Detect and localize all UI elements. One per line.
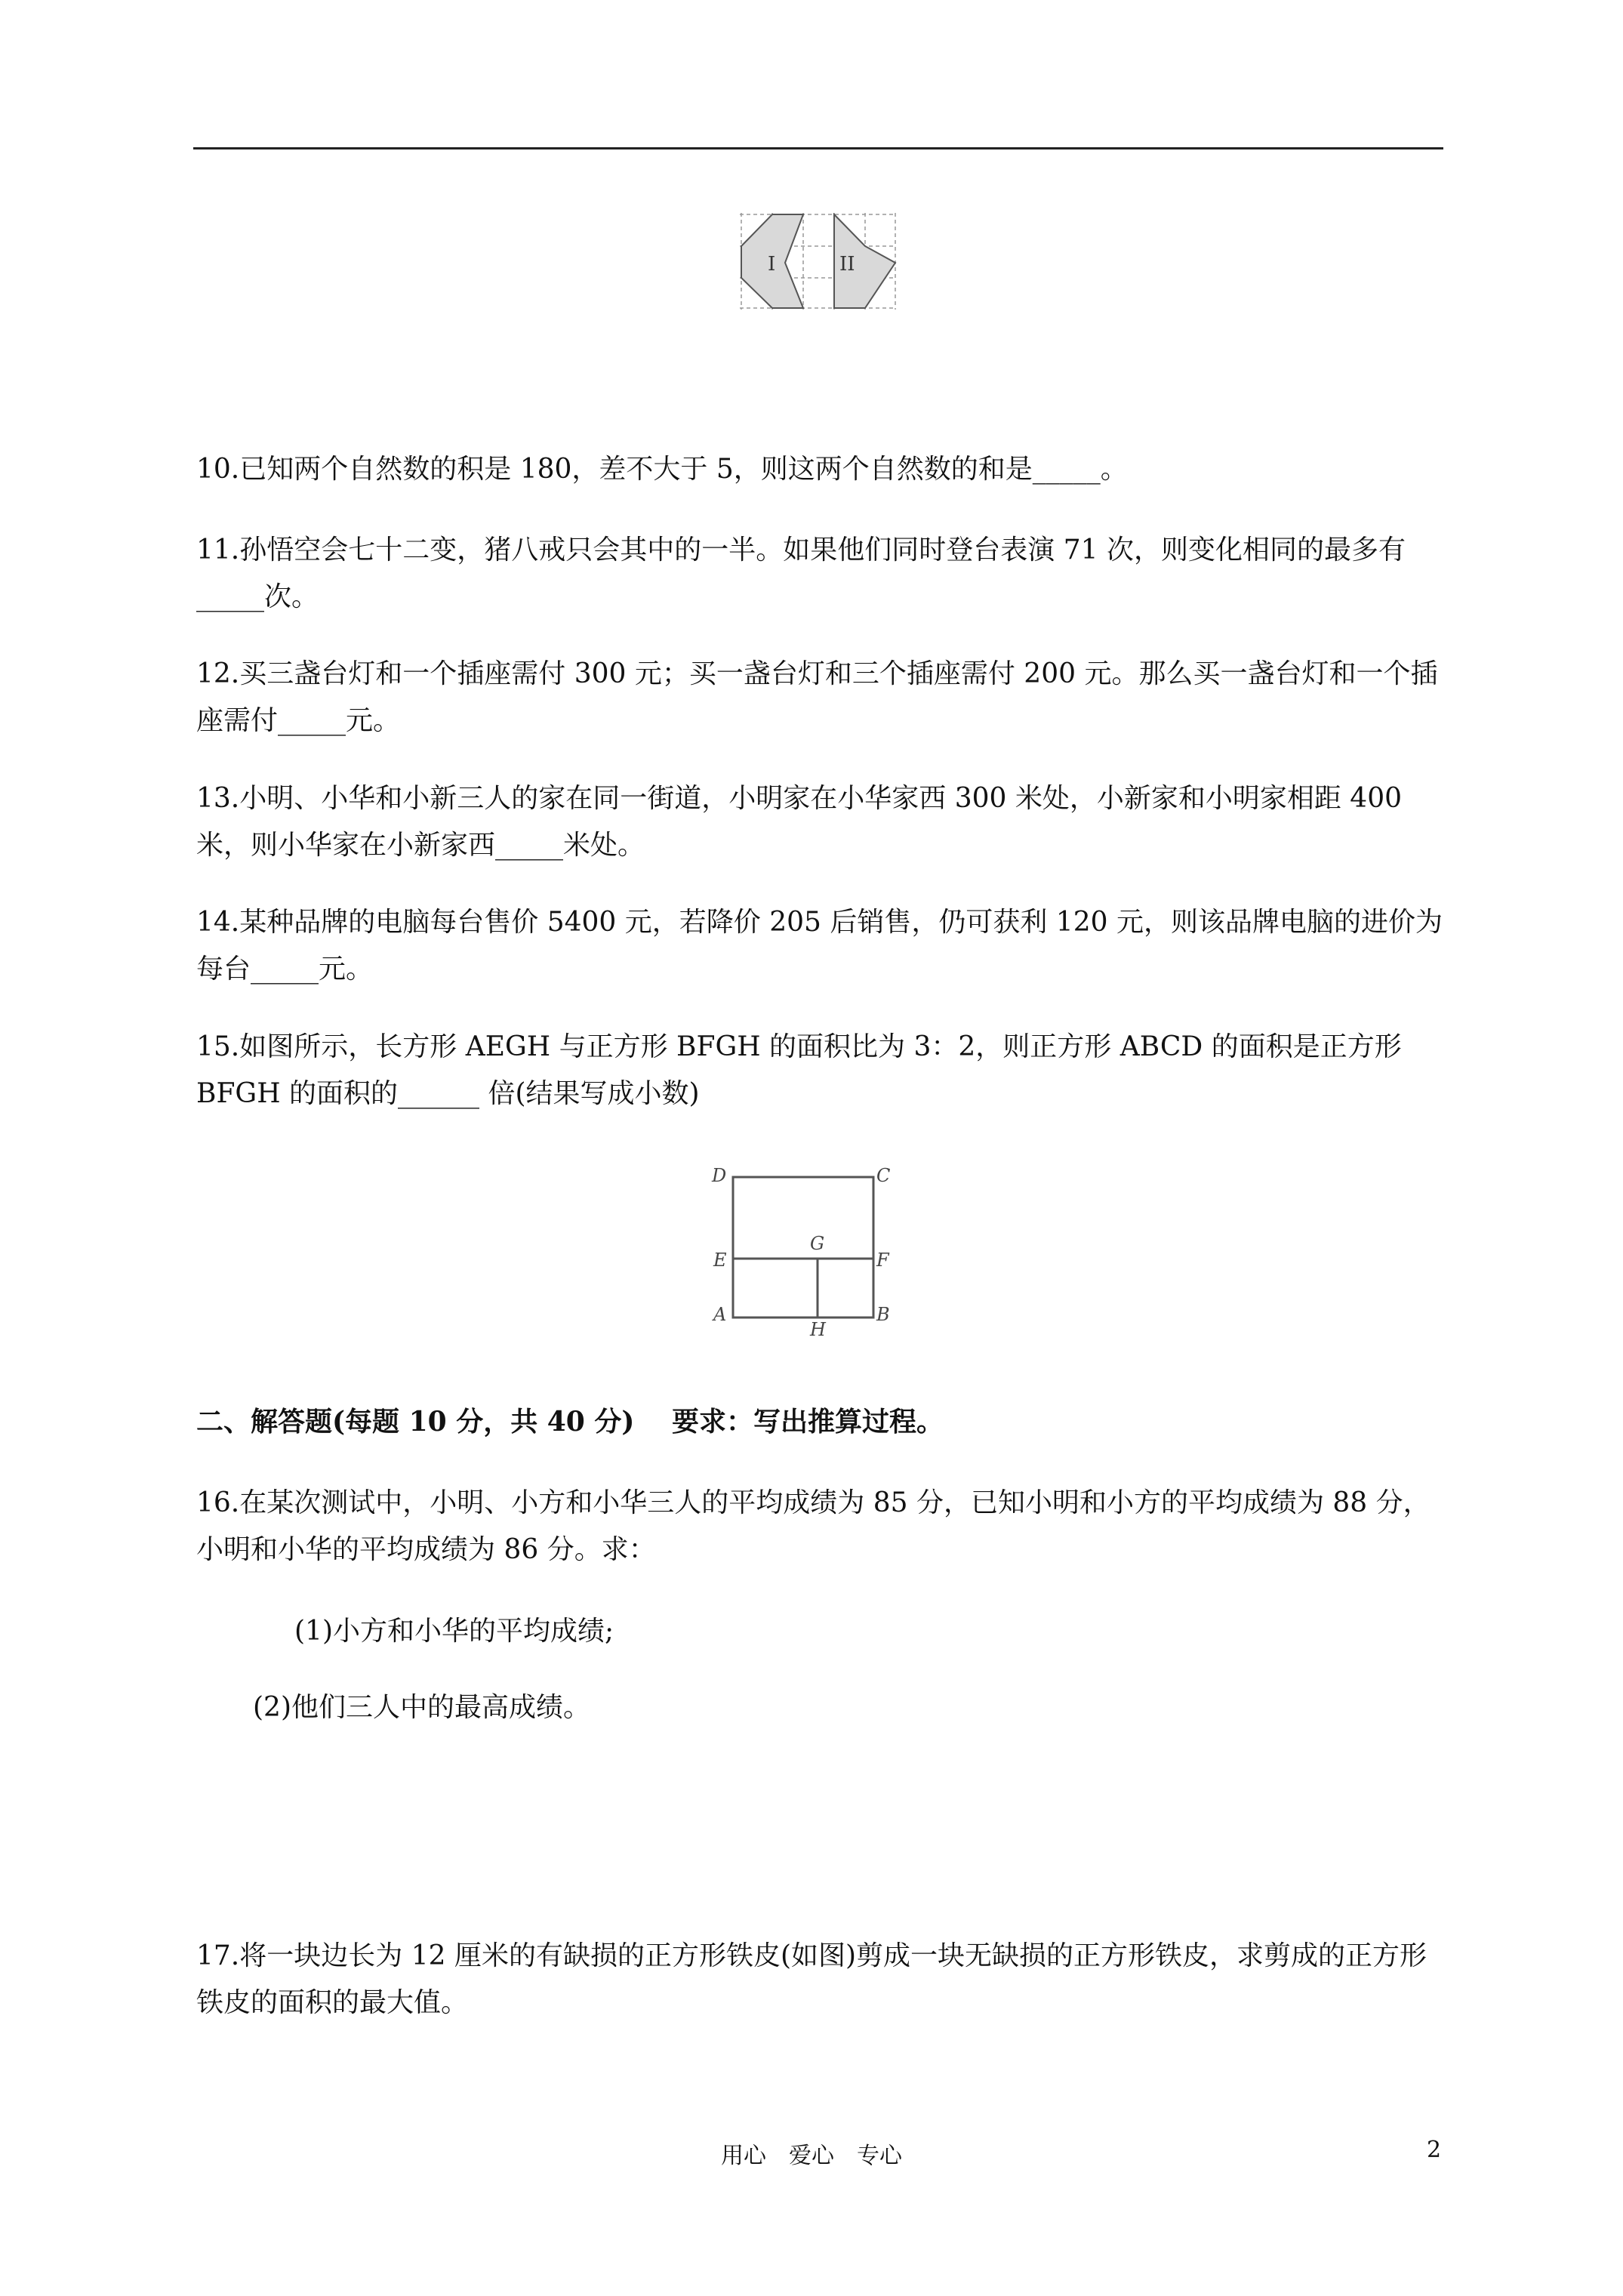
label-c: C — [876, 1165, 891, 1186]
label-a: A — [713, 1304, 727, 1325]
question-16-part-2: (2)他们三人中的最高成绩。 — [253, 1692, 590, 1723]
section-2-title: 二、解答题(每题 10 分，共 40 分) — [196, 1406, 635, 1438]
question-14: 14.某种品牌的电脑每台售价 5400 元，若降价 205 后销售，仍可获利 120 元，则该品牌电脑的进价为每台_____元。 — [196, 907, 1443, 985]
shapes-grid-figure — [740, 213, 898, 311]
square-abcd-figure — [706, 1159, 895, 1340]
page-number: 2 — [1427, 2137, 1442, 2163]
label-f: F — [876, 1250, 889, 1271]
question-16-part-1: (1)小方和小华的平均成绩; — [294, 1616, 614, 1647]
label-d: D — [712, 1165, 727, 1186]
label-g: G — [810, 1233, 825, 1254]
question-12: 12.买三盏台灯和一个插座需付 300 元；买一盏台灯和三个插座需付 200 元。那么买一盏台灯和一个插座需付_____元。 — [196, 658, 1438, 736]
header-rule — [193, 147, 1443, 149]
question-10: 10.已知两个自然数的积是 180，差不大于 5，则这两个自然数的和是_____。 — [196, 454, 1128, 485]
label-b: B — [876, 1304, 890, 1325]
label-h: H — [810, 1319, 826, 1340]
question-11: 11.孙悟空会七十二变，猪八戒只会其中的一半。如果他们同时登台表演 71 次，则变化相同的最多有_____次。 — [196, 535, 1406, 612]
question-17: 17.将一块边长为 12 厘米的有缺损的正方形铁皮(如图)剪成一块无缺损的正方形铁皮，求剪成的正方形铁皮的面积的最大值。 — [196, 1940, 1427, 2018]
footer-motto: 用心 爱心 专心 — [721, 2143, 902, 2169]
label-e: E — [713, 1250, 727, 1271]
shape-I-label: I — [768, 253, 776, 276]
shape-II-label: II — [839, 253, 855, 276]
question-16: 16.在某次测试中，小明、小方和小华三人的平均成绩为 85 分，已知小明和小方的平均成绩为 88 分，小明和小华的平均成绩为 86 分。求： — [196, 1487, 1431, 1565]
question-15: 15.如图所示，长方形 AEGH 与正方形 BFGH 的面积比为 3：2，则正方形 ABCD 的面积是正方形 BFGH 的面积的______ 倍(结果写成小数) — [196, 1031, 1411, 1109]
section-2-requirement: 要求：写出推算过程。 — [672, 1406, 944, 1438]
question-13: 13.小明、小华和小新三人的家在同一街道，小明家在小华家西 300 米处，小新家和小明家相距 400 米，则小华家在小新家西_____米处。 — [196, 783, 1411, 861]
